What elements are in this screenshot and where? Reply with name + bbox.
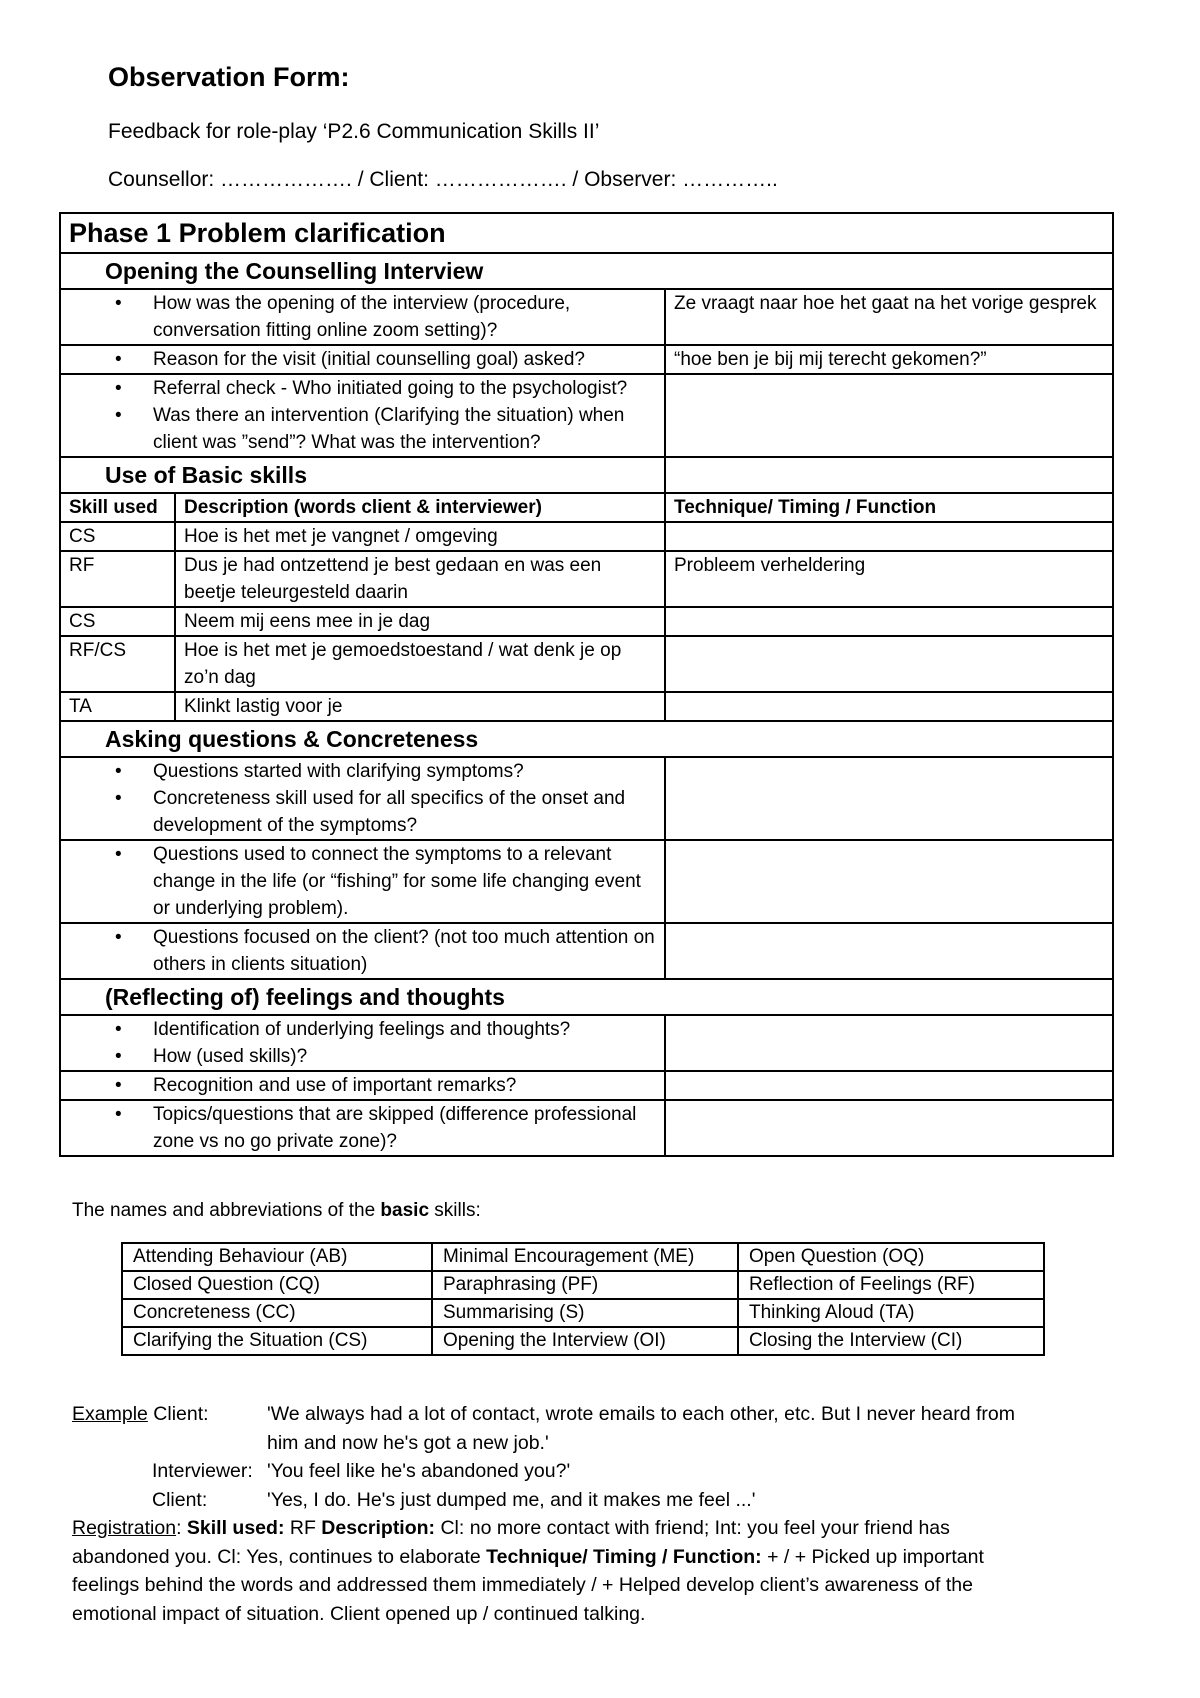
skill-name: Thinking Aloud (TA): [738, 1299, 1044, 1327]
description-cell: Neem mij eens mee in je dag: [175, 607, 665, 636]
skill-name: Reflection of Feelings (RF): [738, 1271, 1044, 1299]
section-feelings: (Reflecting of) feelings and thoughts: [60, 979, 1113, 1015]
table-row: [60, 692, 1113, 721]
client-quote-2: 'Yes, I do. He's just dumped me, and it makes me feel ...': [267, 1488, 756, 1511]
skill-name: Minimal Encouragement (ME): [432, 1243, 738, 1271]
opening-item: • Was there an intervention (Clarifying the situation) when client was ”send”? What was the intervention?: [153, 402, 656, 456]
asking-item: • Questions focused on the client? (not too much attention on others in clients situation): [153, 924, 656, 978]
skill-cell: RF: [60, 551, 175, 607]
table-row: [122, 1327, 1044, 1355]
feelings-item: • Recognition and use of important remarks?: [153, 1072, 656, 1099]
phase-title: Phase 1 Problem clarification: [60, 213, 1113, 253]
feelings-item: • How (used skills)?: [153, 1043, 656, 1070]
form-title: Observation Form:: [108, 62, 350, 92]
asking-item: • Questions used to connect the symptoms to a relevant change in the life (or “fishing” for some life changing event or underlying problem).: [153, 841, 656, 922]
technique-cell: [665, 607, 1113, 636]
form-subtitle: Feedback for role-play ‘P2.6 Communication Skills II’: [108, 120, 600, 143]
opening-item: • How was the opening of the interview (procedure, conversation fitting online zoom setting)?: [153, 290, 656, 344]
table-row: [60, 551, 1113, 607]
opening-note: “hoe ben je bij mij terecht gekomen?”: [665, 345, 1113, 374]
skill-name: Paraphrasing (PF): [432, 1271, 738, 1299]
skill-name: Summarising (S): [432, 1299, 738, 1327]
skill-name: Opening the Interview (OI): [432, 1327, 738, 1355]
opening-item: • Referral check - Who initiated going to the psychologist?: [153, 375, 656, 402]
section-basic-skills: Use of Basic skills: [60, 457, 665, 493]
skill-cell: RF/CS: [60, 636, 175, 692]
opening-note: [665, 374, 1113, 457]
skill-cell: CS: [60, 522, 175, 551]
table-row: [60, 607, 1113, 636]
example-label: Example: [72, 1403, 148, 1425]
section-opening: Opening the Counselling Interview: [60, 253, 1113, 289]
table-row: [60, 522, 1113, 551]
table-row: [60, 636, 1113, 692]
client-quote-cont: him and now he's got a new job.': [267, 1431, 549, 1454]
skills-intro: The names and abbreviations of the basic skills:: [72, 1200, 481, 1221]
table-row: [122, 1299, 1044, 1327]
feelings-item: • Topics/questions that are skipped (difference professional zone vs no go private zone)?: [153, 1101, 656, 1155]
skill-cell: TA: [60, 692, 175, 721]
technique-cell: [665, 636, 1113, 692]
table-row: [122, 1243, 1044, 1271]
skill-name: Closed Question (CQ): [122, 1271, 432, 1299]
skill-cell: CS: [60, 607, 175, 636]
interviewer-quote: 'You feel like he's abandoned you?': [267, 1460, 571, 1482]
example-section: Example Client: 'We always had a lot of contact, wrote emails to each other, etc. But I never heard from him and now he's got a new job.' Interviewer: 'You feel like he's abandoned you?' Client: 'Yes, I do. He's just dumped me, and it makes me feel ...' Registration: Skill used: RF Description: Cl: no more contact with friend; Int: you feel your friend has abandoned you. Cl: Yes, continues to elaborate Technique/ Timing / Function: + / + Picked up important feelings behind the words and addressed them immediately / + Helped develop client’s awareness of the emotional impact of situation. Client opened up / continued talking.: [72, 1400, 1112, 1628]
client-label: Client:: [152, 1488, 208, 1511]
skill-name: Attending Behaviour (AB): [122, 1243, 432, 1271]
technique-cell: [665, 692, 1113, 721]
skill-name: Closing the Interview (CI): [738, 1327, 1044, 1355]
roles-line: Counsellor: ………………. / Client: ………………. / Observer: …………..: [108, 168, 778, 191]
asking-item: • Concreteness skill used for all specifics of the onset and development of the symptoms?: [153, 785, 656, 839]
section-asking-questions: Asking questions & Concreteness: [60, 721, 1113, 757]
skill-name: Concreteness (CC): [122, 1299, 432, 1327]
technique-cell: [665, 522, 1113, 551]
description-cell: Klinkt lastig voor je: [175, 692, 665, 721]
col-header-description: Description (words client & interviewer): [175, 493, 665, 522]
skills-abbreviation-table: [121, 1242, 1045, 1356]
description-cell: Hoe is het met je vangnet / omgeving: [175, 522, 665, 551]
col-header-technique: Technique/ Timing / Function: [665, 493, 1113, 522]
feelings-item: • Identification of underlying feelings and thoughts?: [153, 1016, 656, 1043]
opening-note: Ze vraagt naar hoe het gaat na het vorige gesprek: [665, 289, 1113, 345]
description-cell: Dus je had ontzettend je best gedaan en was een beetje teleurgesteld daarin: [175, 551, 665, 607]
col-header-skill: Skill used: [60, 493, 175, 522]
client-quote: 'We always had a lot of contact, wrote emails to each other, etc. But I never heard from: [267, 1403, 1015, 1425]
skill-name: Clarifying the Situation (CS): [122, 1327, 432, 1355]
description-cell: Hoe is het met je gemoedstoestand / wat denk je op zo’n dag: [175, 636, 665, 692]
skill-name: Open Question (OQ): [738, 1243, 1044, 1271]
asking-item: • Questions started with clarifying symptoms?: [153, 758, 656, 785]
registration-paragraph: Registration: Skill used: RF Description: Cl: no more contact with friend; Int: you feel your friend has abandoned you. Cl: Yes, continues to elaborate Technique/ Timing / Function: + / + Picked up important feelings behind the words and addressed them immediately / + Helped develop client’s awareness of the emotional impact of situation. Client opened up / continued talking.: [72, 1517, 984, 1625]
observation-table: [59, 212, 1114, 1157]
table-row: [122, 1271, 1044, 1299]
technique-cell: Probleem verheldering: [665, 551, 1113, 607]
opening-item: • Reason for the visit (initial counselling goal) asked?: [153, 346, 656, 373]
interviewer-label: Interviewer:: [152, 1460, 253, 1482]
